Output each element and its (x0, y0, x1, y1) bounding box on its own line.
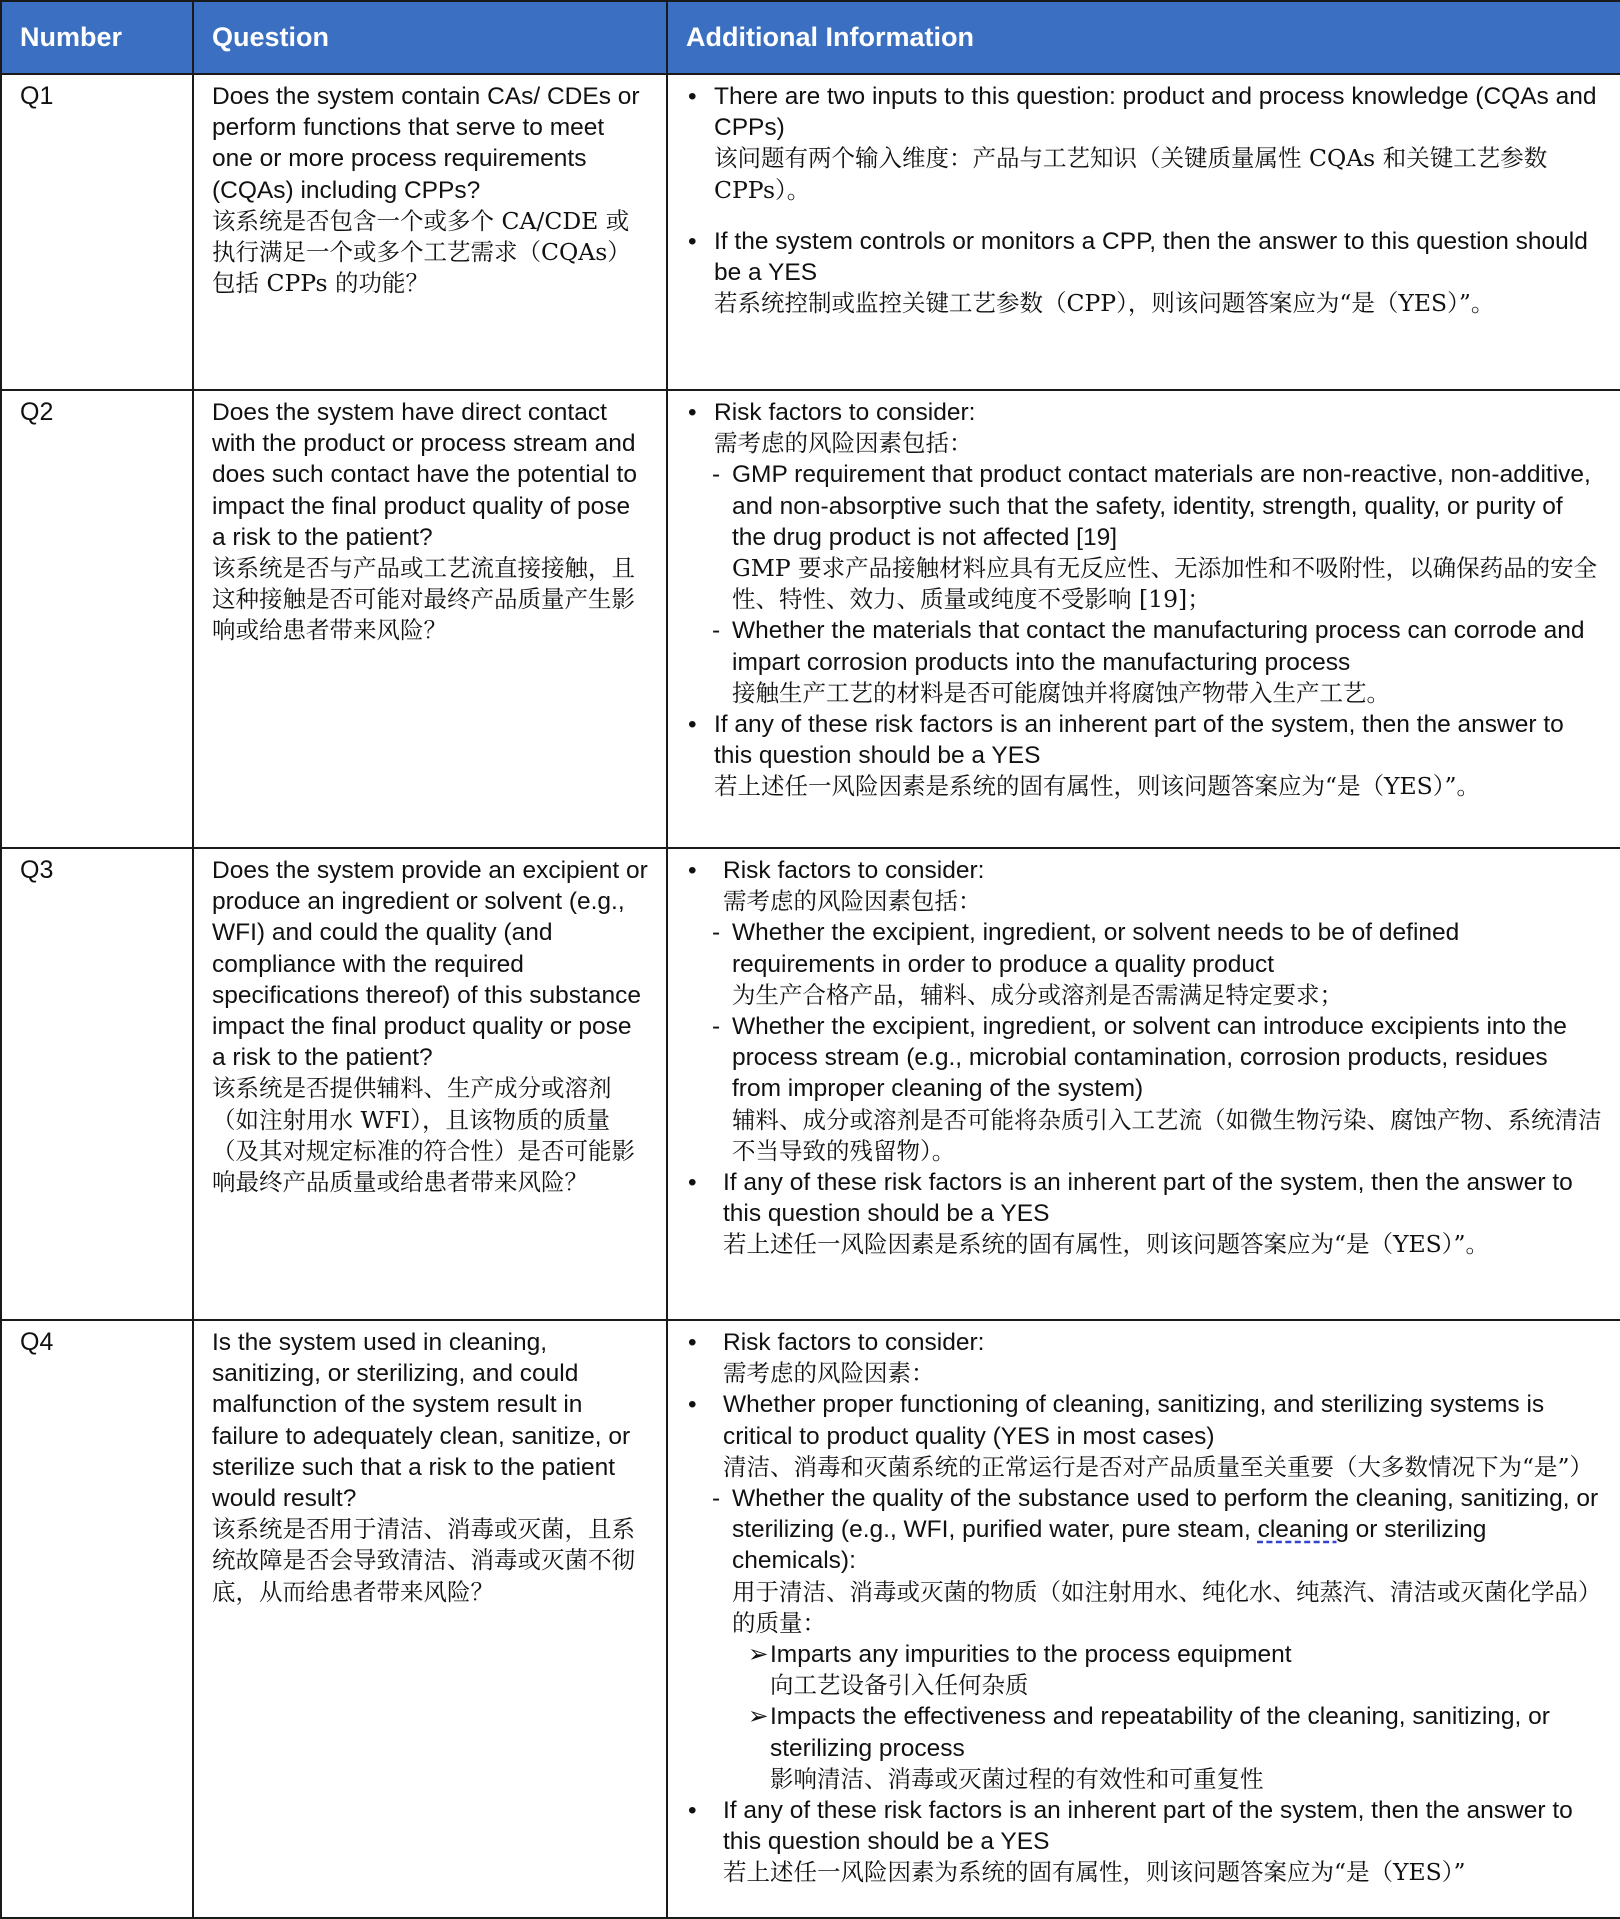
bullet-item (686, 226, 1602, 320)
dash-glyph: - (712, 461, 721, 489)
dash-text-en-part: Whether the quality of the substance used to perform the cleaning, sanitizing, or sterilizing (e.g., WFI, purified water, pure steam, (732, 1485, 1599, 1544)
arrow-text-cn: 影响清洁、消毒或灭菌过程的有效性和可重复性 (770, 1764, 1264, 1793)
table-row-q2 (1, 390, 1620, 848)
question-cell (193, 74, 667, 390)
bullet-text-cn: 需考虑的风险因素包括： (714, 429, 973, 458)
bullet-text-cn: 该问题有两个输入维度：产品与工艺知识（关键质量属性 CQAs 和关键工艺参数 CPPs）。 (714, 144, 1548, 204)
dash-text-en: Whether the excipient, ingredient, or solvent can introduce excipients into the process stream (e.g., microbial contamination, corrosion products, residues from improper cleaning of the system) (732, 1013, 1567, 1103)
bullet-text-en: If the system controls or monitors a CPP, then the answer to this question should be a YES (714, 227, 1588, 287)
bullet-text-cn: 若上述任一风险因素为系统的固有属性，则该问题答案应为“是（YES）” (723, 1858, 1466, 1887)
bullet-text-en: If any of these risk factors is an inherent part of the system, then the answer to this question should be a YES (714, 711, 1564, 770)
question-cell (193, 848, 667, 1320)
info-cell (667, 74, 1620, 390)
arrow-text-cn: 向工艺设备引入任何杂质 (770, 1671, 1029, 1700)
arrow-bullet-icon: ➢ (748, 1641, 769, 1669)
bullet-text-en: Risk factors to consider: (714, 399, 976, 426)
bullet-item (686, 1327, 1602, 1389)
question-number: Q2 (1, 390, 193, 848)
question-text-en: Does the system have direct contact with the product or process stream and does such contact have the potential to impact the final product quality of pose a risk to the patient? (212, 399, 637, 551)
bullet-text-cn: 清洁、消毒和灭菌系统的正常运行是否对产品质量至关重要（大多数情况下为“是”） (723, 1452, 1594, 1481)
arrow-bullet-icon: ➢ (748, 1703, 769, 1731)
dash-text-cn: 用于清洁、消毒或灭菌的物质（如注射用水、纯化水、纯蒸汽、清洁或灭菌化学品）的质量： (732, 1577, 1602, 1637)
bullet-text-en: There are two inputs to this question: product and process knowledge (CQAs and CPPs) (714, 83, 1597, 142)
bullet-glyph: • (688, 83, 697, 110)
dash-text-en-part: or sterilizing chemicals): (732, 1516, 1487, 1575)
bullet-glyph: • (688, 857, 697, 884)
arrow-text-en: Impacts the effectiveness and repeatability of the cleaning, sanitizing, or sterilizing process (770, 1703, 1550, 1762)
question-cell (193, 1320, 667, 1918)
bullet-item (686, 81, 1602, 206)
bullet-text-en: If any of these risk factors is an inherent part of the system, then the answer to this question should be a YES (723, 1797, 1573, 1856)
question-text-cn: 该系统是否提供辅料、生产成分或溶剂（如注射用水 WFI），且该物质的质量（及其对规定标准的符合性）是否可能影响最终产品质量或给患者带来风险？ (212, 1074, 635, 1197)
info-cell (667, 1320, 1620, 1918)
header-additional-information: Additional Information (667, 1, 1620, 74)
bullet-glyph: • (688, 1329, 697, 1356)
bullet-glyph: • (688, 1169, 697, 1197)
bullet-item (686, 1795, 1602, 1889)
bullet-glyph: • (688, 1797, 697, 1825)
dash-text-en (732, 1483, 1602, 1577)
dash-text-en: Whether the materials that contact the manufacturing process can corrode and impart corrosion products into the manufacturing process (732, 617, 1585, 676)
spellcheck-underlined-word: cleaning (1257, 1516, 1349, 1544)
dash-item (712, 1483, 1602, 1639)
question-text-en: Is the system used in cleaning, sanitizing, or sterilizing, and could malfunction of the system result in failure to adequately clean, sanitize, or sterilize such that a risk to the patient would result? (212, 1329, 631, 1513)
header-question: Question (193, 1, 667, 74)
header-row (1, 1, 1620, 74)
dash-item (712, 459, 1602, 615)
dash-text-cn: 为生产合格产品，辅料、成分或溶剂是否需满足特定要求； (732, 980, 1343, 1009)
arrow-text-en: Imparts any impurities to the process equipment (770, 1641, 1292, 1669)
bullet-text-en: Risk factors to consider: (723, 1329, 985, 1356)
header-number: Number (1, 1, 193, 74)
bullet-text-cn: 需考虑的风险因素包括： (723, 887, 982, 916)
question-text-cn: 该系统是否用于清洁、消毒或灭菌，且系统故障是否会导致清洁、消毒或灭菌不彻底，从而给患者带来风险？ (212, 1515, 635, 1606)
arrow-item (748, 1701, 1602, 1795)
bullet-glyph: • (688, 227, 697, 255)
dash-text-cn: 辅料、成分或溶剂是否可能将杂质引入工艺流（如微生物污染、腐蚀产物、系统清洁不当导致的残留物）。 (732, 1105, 1602, 1165)
dash-text-cn: GMP 要求产品接触材料应具有无反应性、无添加性和不吸附性，以确保药品的安全性、特性、效力、质量或纯度不受影响 [19]； (732, 554, 1598, 614)
bullet-glyph: • (688, 399, 697, 426)
table-row-q1 (1, 74, 1620, 390)
bullet-item (686, 1167, 1602, 1261)
dash-glyph: - (712, 1485, 721, 1513)
dash-item (712, 917, 1602, 1011)
bullet-text-cn: 若上述任一风险因素是系统的固有属性，则该问题答案应为“是（YES）”。 (714, 772, 1481, 801)
question-cell (193, 390, 667, 848)
arrow-item (748, 1639, 1602, 1701)
dash-glyph: - (712, 1013, 721, 1041)
bullet-text-en: Whether proper functioning of cleaning, sanitizing, and sterilizing systems is critical to product quality (YES in most cases) (723, 1391, 1545, 1450)
question-text-cn: 该系统是否包含一个或多个 CA/CDE 或执行满足一个或多个工艺需求（CQAs）包括 CPPs 的功能？ (212, 206, 631, 298)
bullet-text-cn: 若系统控制或监控关键工艺参数（CPP），则该问题答案应为“是（YES）”。 (714, 289, 1495, 318)
dash-glyph: - (712, 919, 721, 947)
question-number: Q3 (1, 848, 193, 1320)
bullet-glyph: • (688, 711, 697, 739)
bullet-item (686, 709, 1602, 803)
bullet-item (686, 855, 1602, 917)
question-number: Q4 (1, 1320, 193, 1918)
table-row-q4 (1, 1320, 1620, 1918)
question-text-en: Does the system provide an excipient or produce an ingredient or solvent (e.g., WFI) and could the quality (and compliance with the required specifications thereof) of this substance impact the final product quality or pose a risk to the patient? (212, 857, 648, 1072)
bullet-item (686, 1389, 1602, 1483)
bullet-text-cn: 需考虑的风险因素： (723, 1359, 935, 1388)
info-cell (667, 390, 1620, 848)
bullet-glyph: • (688, 1391, 697, 1419)
dash-glyph: - (712, 617, 721, 645)
dash-text-cn: 接触生产工艺的材料是否可能腐蚀并将腐蚀产物带入生产工艺。 (732, 678, 1390, 707)
question-text-cn: 该系统是否与产品或工艺流直接接触，且这种接触是否可能对最终产品质量产生影响或给患者带来风险？ (212, 554, 635, 645)
dash-item (712, 615, 1602, 709)
bullet-text-en: Risk factors to consider: (723, 857, 985, 884)
dash-text-en: GMP requirement that product contact materials are non-reactive, non-additive, and non-absorptive such that the safety, identity, strength, quality, or purity of the drug product is not affected [19] (732, 461, 1591, 551)
dash-item (712, 1011, 1602, 1167)
question-text-en: Does the system contain CAs/ CDEs or perform functions that serve to meet one or more process requirements (CQAs) including CPPs? (212, 83, 640, 204)
bullet-text-cn: 若上述任一风险因素是系统的固有属性，则该问题答案应为“是（YES）”。 (723, 1230, 1490, 1259)
info-cell (667, 848, 1620, 1320)
bullet-item (686, 397, 1602, 459)
table-row-q3 (1, 848, 1620, 1320)
bullet-text-en: If any of these risk factors is an inherent part of the system, then the answer to this question should be a YES (723, 1169, 1573, 1228)
dash-text-en: Whether the excipient, ingredient, or solvent needs to be of defined requirements in order to produce a quality product (732, 919, 1460, 978)
question-number: Q1 (1, 74, 193, 390)
